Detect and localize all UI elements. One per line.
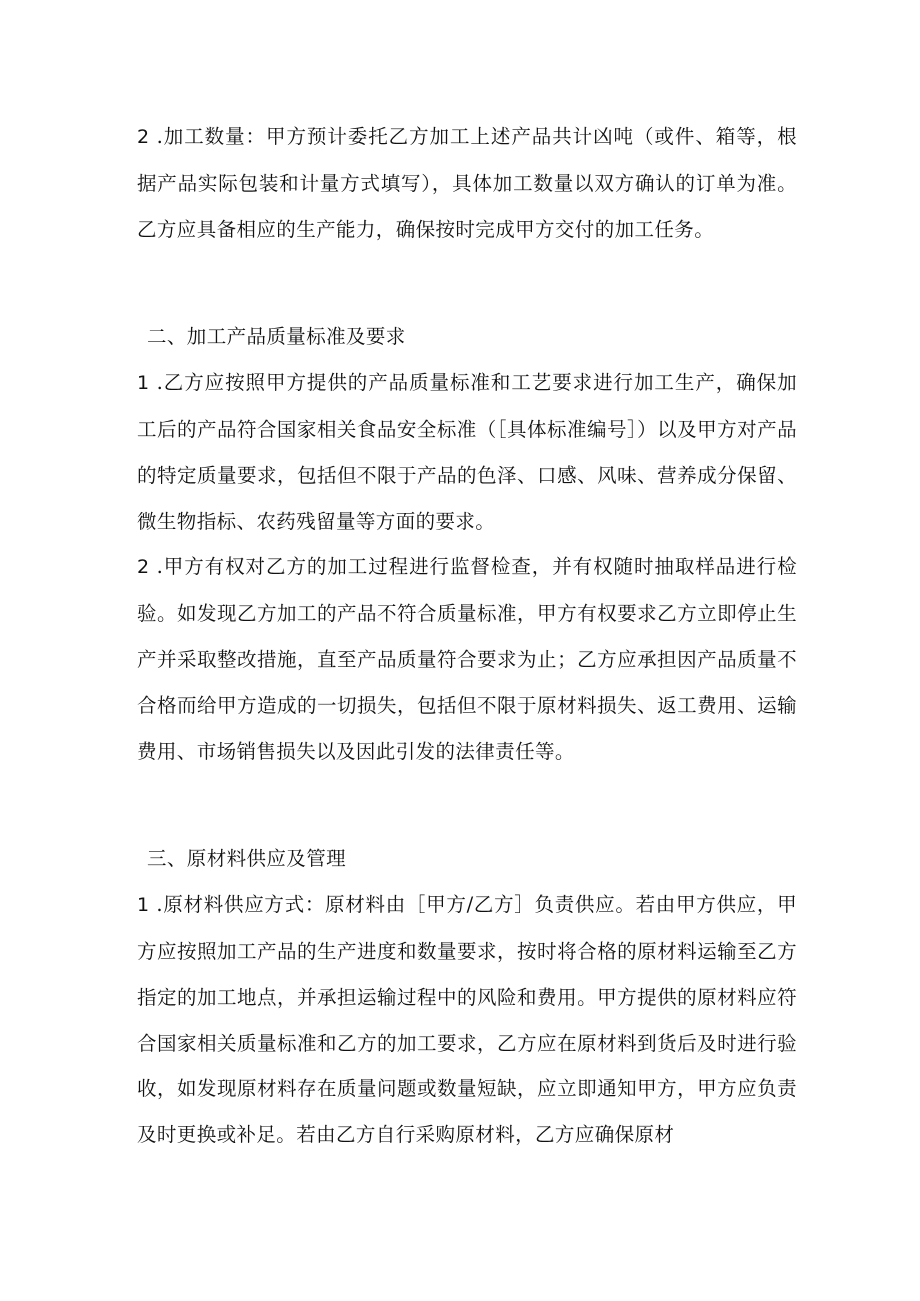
document-body [137,114,797,1158]
paragraph-raw-material-supply [137,882,797,1158]
paragraph-text: .原材料供应方式：原材料由［甲方/乙方］负责供应。若由甲方供应，甲方应按照加工产品的生产进度和数量要求，按时将合格的原材料运输至乙方指定的加工地点，并承担运输过程中的风险和费用。甲方提供的原材料应符合国家相关质量标准和乙方的加工要求，乙方应在原材料到货后及时进行验收，如发现原材料存在质量问题或数量短缺，应立即通知甲方，甲方应负责及时更换或补足。若由乙方自行采购原材料，乙方应确保原材 [137,893,797,1147]
paragraph-quality-inspection [137,544,797,774]
paragraph-processing-quantity [137,114,797,252]
paragraph-text: .加工数量：甲方预计委托乙方加工上述产品共计凶吨（或件、箱等，根据产品实际包装和计量方式填写），具体加工数量以双方确认的订单为准。乙方应具备相应的生产能力，确保按时完成甲方交付的加工任务。 [137,125,797,241]
paragraph-number: 1 [137,894,150,917]
section-heading-quality: 二、加工产品质量标准及要求 [147,325,406,349]
paragraph-text: .甲方有权对乙方的加工过程进行监督检查，并有权随时抽取样品进行检验。如发现乙方加工的产品不符合质量标准，甲方有权要求乙方立即停止生产并采取整改措施，直至产品质量符合要求为止；乙方应承担因产品质量不合格而给甲方造成的一切损失，包括但不限于原材料损失、返工费用、运输费用、市场销售损失以及因此引发的法律责任等。 [137,555,797,763]
paragraph-quality-standards [137,360,797,544]
section-heading-raw-materials: 三、原材料供应及管理 [147,847,347,871]
paragraph-number: 2 [137,126,150,148]
paragraph-text: .乙方应按照甲方提供的产品质量标准和工艺要求进行加工生产，确保加工后的产品符合国家相关食品安全标准（［具体标准编号］）以及甲方对产品的特定质量要求，包括但不限于产品的色泽、口感、风味、营养成分保留、微生物指标、农药残留量等方面的要求。 [137,371,797,533]
paragraph-number: 2 [137,556,150,579]
paragraph-number: 1 [137,372,150,395]
section-spacer [137,252,797,314]
section-spacer [137,774,797,836]
